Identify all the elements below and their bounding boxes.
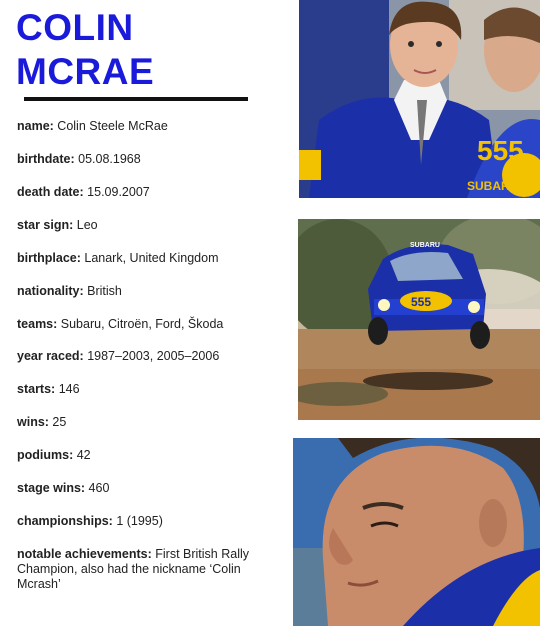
fact-star-sign (17, 218, 277, 233)
fact-value: 42 (73, 448, 91, 462)
fact-value: First British Rally Champion, also had the nickname ‘Colin Mcrash’ (17, 547, 249, 591)
fact-teams (17, 317, 277, 332)
fact-value: Leo (73, 218, 98, 232)
rally-car-photo (298, 219, 540, 420)
fact-notable-achievements (17, 547, 277, 592)
fact-value: 05.08.1968 (74, 152, 141, 166)
fact-label: name: (17, 119, 54, 133)
fact-nationality (17, 284, 277, 299)
fact-value: 25 (48, 415, 67, 429)
rally-car-illustration (298, 219, 540, 420)
fact-label: death date: (17, 185, 84, 199)
fact-value: 1 (1995) (112, 514, 163, 528)
title-underline (24, 97, 248, 101)
page-title (16, 6, 286, 94)
fact-value: 1987–2003, 2005–2006 (83, 349, 220, 363)
fact-championships (17, 514, 277, 529)
fact-wins (17, 415, 277, 430)
portrait-badge-text: 555 (477, 135, 524, 166)
fact-value: Subaru, Citroën, Ford, Škoda (57, 317, 224, 331)
fact-label: stage wins: (17, 481, 86, 495)
fact-death-date (17, 185, 277, 200)
fact-label: championships: (17, 514, 113, 528)
fact-value: Lanark, United Kingdom (80, 251, 219, 265)
fact-label: podiums: (17, 448, 74, 462)
fact-podiums (17, 448, 277, 463)
fact-year-raced (17, 349, 277, 364)
fact-starts (17, 382, 277, 397)
fact-label: starts: (17, 382, 56, 396)
fact-label: birthplace: (17, 251, 81, 265)
title-line-2: MCRAE (16, 51, 155, 92)
fact-label: birthdate: (17, 152, 75, 166)
fact-value: British (83, 284, 122, 298)
fact-label: year raced: (17, 349, 84, 363)
fact-birthplace (17, 251, 277, 266)
driver-profile-illustration (293, 438, 540, 626)
fact-value: 15.09.2007 (83, 185, 150, 199)
fact-label: star sign: (17, 218, 74, 232)
fact-value: Colin Steele McRae (53, 119, 168, 133)
fact-label: teams: (17, 317, 58, 331)
fact-value: 460 (85, 481, 110, 495)
car-brand-text: SUBARU (410, 242, 440, 249)
fact-name (17, 119, 277, 134)
fact-birthdate (17, 152, 277, 167)
fact-label: nationality: (17, 284, 84, 298)
driver-portrait-illustration (299, 0, 540, 198)
driver-profile-photo (293, 438, 540, 626)
portrait-sponsor-text: SUBARU (467, 179, 519, 193)
fact-label: wins: (17, 415, 49, 429)
title-line-1: COLIN (16, 7, 134, 48)
fact-stage-wins (17, 481, 277, 496)
fact-value: 146 (55, 382, 80, 396)
car-number-text: 555 (411, 295, 432, 309)
fact-label: notable achievements: (17, 547, 152, 561)
driver-portrait-photo (299, 0, 540, 198)
